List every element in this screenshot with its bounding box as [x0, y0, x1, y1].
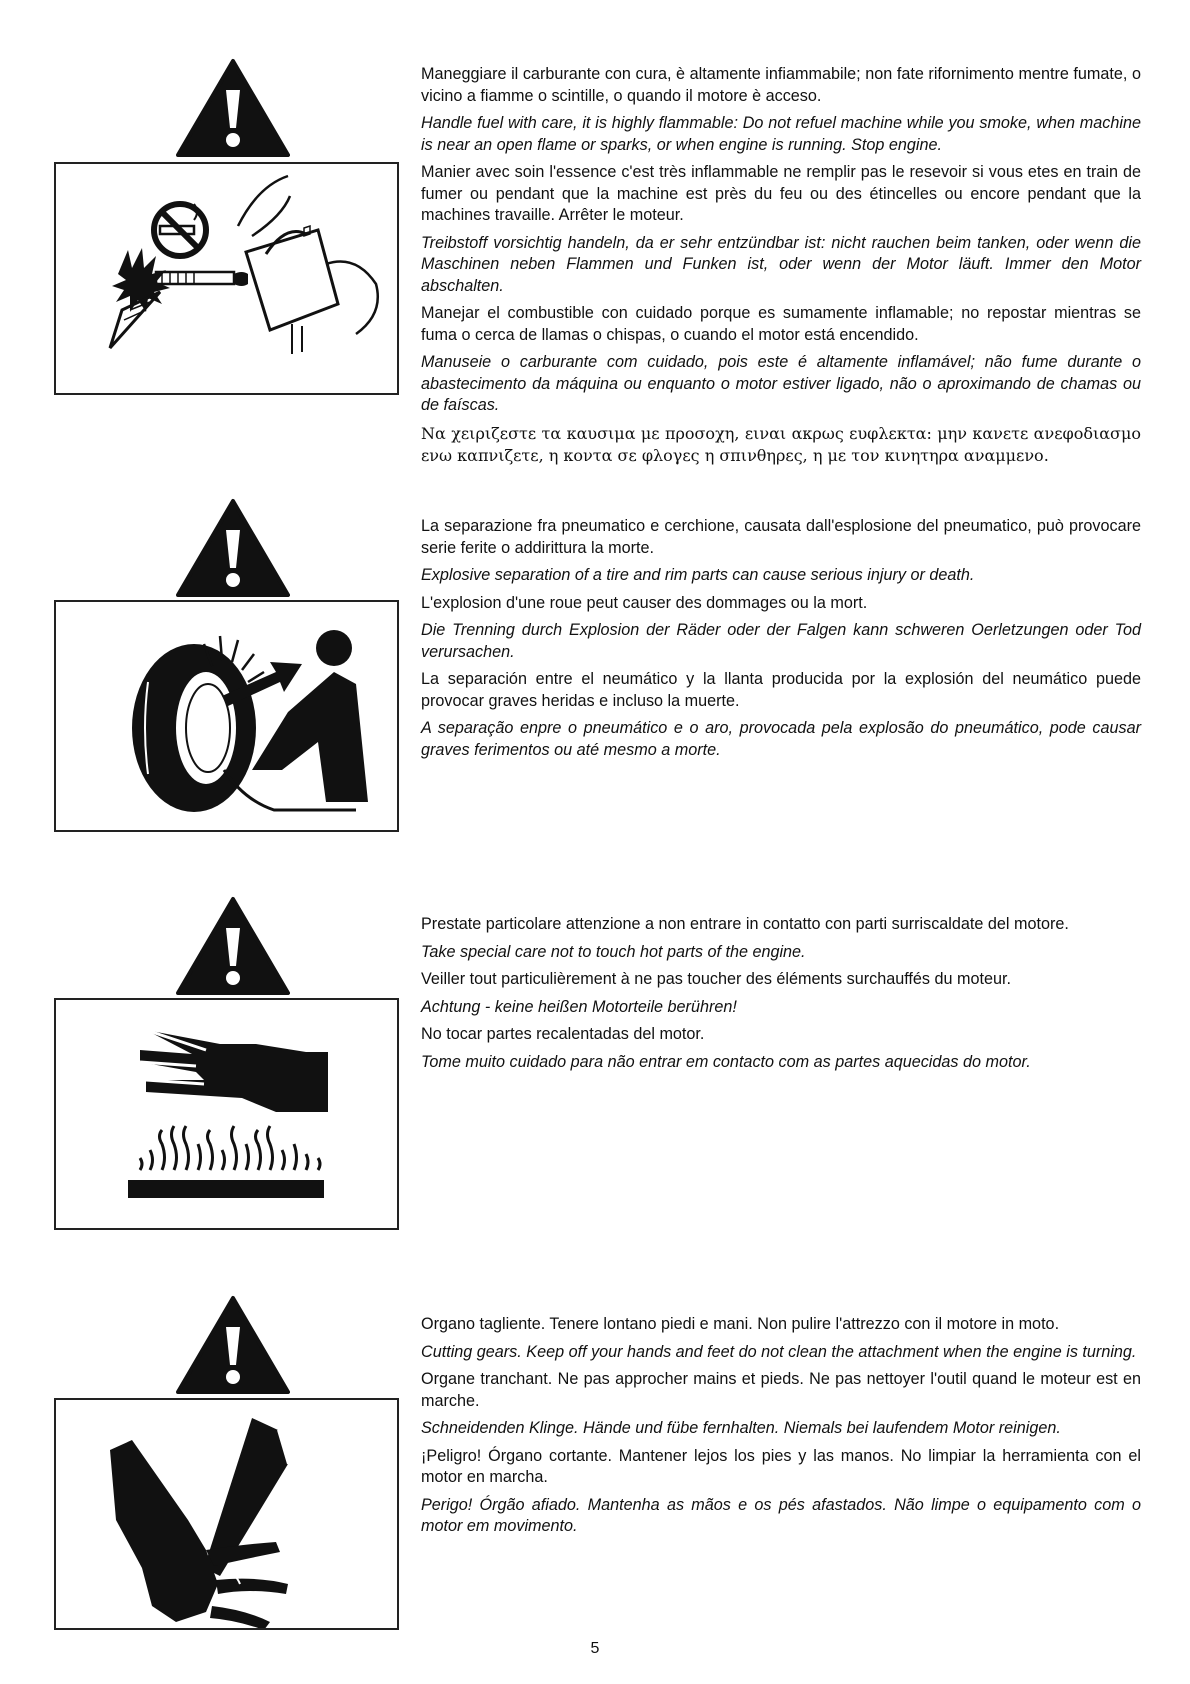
warning-text-it: Organo tagliente. Tenere lontano piedi e mani. Non pulire l'attrezzo con il motore in moto.: [421, 1315, 1060, 1333]
warning-triangle-icon: [176, 58, 290, 158]
warning-text-es: Manejar el combustible con cuidado porque es sumamente inflamable; no repostar mientras se fuma o cerca de llamas o chispas, o cuando el motor está encendido.: [421, 304, 1141, 344]
warning-text-pt: Manuseie o carburante com cuidado, pois este é altamente inflamável; não fume durante o abastecimento da máquina ou enquanto o motor estiver ligado, não o aproximando de chamas ou de faíscas.: [421, 353, 1141, 414]
warning-text-pt: Perigo! Órgão afiado. Mantenha as mãos e os pés afastados. Não limpe o equipamento com o motor em movimento.: [421, 1495, 1141, 1535]
tire-warning-text: [421, 516, 1141, 767]
warning-text-en: Take special care not to touch hot parts of the engine.: [421, 942, 806, 961]
fuel-warning-text: [421, 64, 1141, 473]
hot-surface-pictogram: [54, 998, 399, 1230]
warning-triangle-icon: [176, 1295, 290, 1395]
warning-text-es: ¡Peligro! Órgano cortante. Mantener lejos los pies y las manos. No limpiar la herramienta con el motor en marcha.: [421, 1446, 1141, 1486]
warning-text-it: La separazione fra pneumatico e cerchione, causata dall'esplosione del pneumatico, può provocare serie ferite o addirittura la morte.: [421, 517, 1141, 557]
warning-text-pt: A separação enpre o pneumático e o aro, provocada pela explosão do pneumático, pode causar graves ferimentos ou até mesmo a morte.: [421, 719, 1141, 759]
warning-text-es: La separación entre el neumático y la llanta producida por la explosión del neumático puede provocar graves heridas e incluso la muerte.: [421, 670, 1141, 710]
warning-text-it: Prestate particolare attenzione a non entrare in contatto con parti surriscaldate del motore.: [421, 915, 1069, 933]
warning-text-en: Handle fuel with care, it is highly flammable: Do not refuel machine while you smoke, when machine is near an open flame or sparks, or when engine is running. Stop engine.: [421, 114, 1141, 154]
warning-text-en: Explosive separation of a tire and rim parts can cause serious injury or death.: [421, 566, 975, 584]
warning-text-en: Cutting gears. Keep off your hands and feet do not clean the attachment when the engine is turning.: [421, 1342, 1137, 1361]
warning-text-pt: Tome muito cuidado para não entrar em contacto com as partes aquecidas do motor.: [421, 1052, 1031, 1071]
warning-text-fr: Organe tranchant. Ne pas approcher mains et pieds. Ne pas nettoyer l'outil quand le moteur est en marche.: [421, 1370, 1141, 1410]
warning-text-fr: Manier avec soin l'essence c'est très inflammable ne remplir pas le resevoir si vous etes en train de fumer ou pendant que la machine est près du feu ou des étincelles ou encore pendant que la machines travaille. Arrêter le moteur.: [421, 163, 1141, 224]
hot-parts-warning-text: [421, 914, 1141, 1079]
no-smoking-refuel-pictogram: [54, 162, 399, 395]
warning-text-es: No tocar partes recalentadas del motor.: [421, 1025, 705, 1043]
warning-text-fr: Veiller tout particulièrement à ne pas toucher des éléments surchauffés du moteur.: [421, 970, 1011, 988]
warning-text-el: Να χειριζεστε τα καυσιμα με προσοχη, ειναι ακρως ευφλεκτα: μην κανετε ανεφοδιασμο ενω καπνιζετε, η κοντα σε φλογες η σπινθηρες, η με τον κινητηρα αναμμενο.: [421, 423, 1141, 465]
cutting-warning-text: [421, 1314, 1141, 1544]
warning-text-it: Maneggiare il carburante con cura, è altamente infiammabile; non fate rifornimento mentre fumate, o vicino a fiamme o scintille, o quando il motore è acceso.: [421, 65, 1141, 105]
page-number: 5: [590, 1640, 600, 1657]
warning-text-de: Achtung - keine heißen Motorteile berühren!: [421, 997, 737, 1016]
warning-text-de: Treibstoff vorsichtig handeln, da er sehr entzündbar ist: nicht rauchen beim tanken, oder wenn die Maschinen neben Flammen und Funken ist, oder wenn der Motor läuft. Immer den Motor abschalten.: [421, 233, 1141, 295]
warning-text-de: Die Trenning durch Explosion der Räder oder der Falgen kann schweren Oerletzungen oder Tod verursachen.: [421, 621, 1141, 661]
warning-triangle-icon: [176, 498, 290, 598]
cutting-hand-pictogram: [54, 1398, 399, 1630]
warning-triangle-icon: [176, 896, 290, 996]
warning-text-de: Schneidenden Klinge. Hände und fübe fernhalten. Niemals bei laufendem Motor reinigen.: [421, 1419, 1061, 1437]
tire-explosion-pictogram: [54, 600, 399, 832]
warning-text-fr: L'explosion d'une roue peut causer des dommages ou la mort.: [421, 593, 868, 612]
